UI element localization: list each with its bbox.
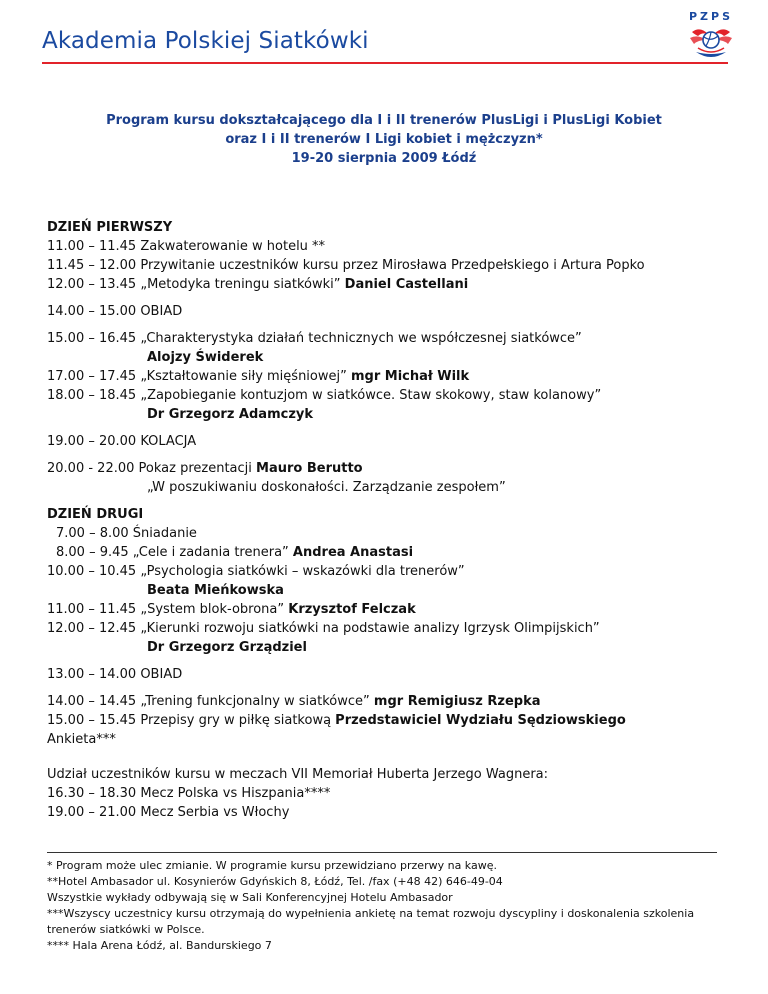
schedule-item: 10.00 – 10.45 „Psychologia siatkówki – wskazówki dla trenerów”	[47, 564, 465, 579]
schedule-item: 12.00 – 12.45 „Kierunki rozwoju siatkówki na podstawie analizy Igrzysk Olimpijskich”	[47, 621, 600, 636]
header-title: Akademia Polskiej Siatkówki	[42, 28, 369, 54]
speaker-name: Dr Grzegorz Adamczyk	[147, 407, 314, 422]
item-text: 15.00 – 15.45 Przepisy gry w piłkę siatkową	[47, 713, 336, 728]
schedule	[47, 218, 737, 822]
schedule-item	[47, 692, 737, 711]
speaker-name: Przedstawiciel Wydziału Sędziowskiego	[335, 713, 626, 728]
match-item: 16.30 – 18.30 Mecz Polska vs Hiszpania****	[47, 786, 331, 801]
item-text: 11.00 – 11.45 „System blok-obrona”	[47, 602, 289, 617]
footnote: **Hotel Ambasador ul. Kosynierów Gdyńskich 8, Łódź, Tel. /fax (+48 42) 646-49-04	[47, 875, 503, 888]
footnote: trenerów siatkówki w Polsce.	[47, 923, 205, 936]
speaker-name: Krzysztof Felczak	[288, 602, 416, 617]
footnote: ***Wszyscy uczestnicy kursu otrzymają do wypełnienia ankietę na temat rozwoju dyscypliny i doskonalenia szkolenia	[47, 907, 695, 920]
schedule-item: 11.45 – 12.00 Przywitanie uczestników kursu przez Mirosława Przedpełskiego i Artura Popko	[47, 258, 645, 273]
schedule-item: 11.00 – 11.45 Zakwaterowanie w hotelu **	[47, 239, 326, 254]
match-item: 19.00 – 21.00 Mecz Serbia vs Włochy	[47, 805, 290, 820]
presentation-subtitle: „W poszukiwaniu doskonałości. Zarządzanie zespołem”	[147, 480, 506, 495]
day2-heading: DZIEŃ DRUGI	[47, 507, 144, 522]
schedule-item: Ankieta***	[47, 732, 116, 747]
schedule-item	[47, 367, 737, 386]
speaker-name: Daniel Castellani	[344, 277, 469, 292]
schedule-item: 14.00 – 15.00 OBIAD	[47, 304, 183, 319]
speaker-name: mgr Michał Wilk	[350, 369, 470, 384]
speaker-name: Mauro Berutto	[256, 461, 363, 476]
logo-text: PZPS	[688, 10, 734, 23]
schedule-item: 18.00 – 18.45 „Zapobieganie kontuzjom w siatkówce. Staw skokowy, staw kolanowy”	[47, 388, 602, 403]
title-line-1: Program kursu dokształcającego dla I i II trenerów PlusLigi i PlusLigi Kobiet	[106, 113, 662, 128]
footnote: * Program może ulec zmianie. W programie kursu przewidziano przerwy na kawę.	[47, 859, 497, 872]
title-line-2: oraz I i II trenerów I Ligi kobiet i mężczyzn*	[225, 132, 543, 147]
item-text: 12.00 – 13.45 „Metodyka treningu siatkówki”	[47, 277, 345, 292]
schedule-item: 13.00 – 14.00 OBIAD	[47, 667, 183, 682]
volleyball-eagle-icon	[688, 22, 734, 60]
schedule-item	[47, 459, 737, 478]
schedule-item	[47, 275, 737, 294]
item-text: 20.00 - 22.00 Pokaz prezentacji	[47, 461, 257, 476]
speaker-name: mgr Remigiusz Rzepka	[373, 694, 541, 709]
speaker-name: Andrea Anastasi	[292, 545, 414, 560]
speaker-name: Beata Mieńkowska	[147, 583, 284, 598]
schedule-item: 7.00 – 8.00 Śniadanie	[56, 526, 197, 541]
footnote-divider	[47, 852, 717, 853]
footnotes	[47, 858, 727, 954]
page-header	[42, 0, 734, 64]
item-text: 14.00 – 14.45 „Trening funkcjonalny w siatkówce”	[47, 694, 374, 709]
speaker-name: Alojzy Świderek	[147, 350, 264, 365]
title-line-3: 19-20 sierpnia 2009 Łódź	[291, 151, 477, 166]
footnote: **** Hala Arena Łódź, al. Bandurskiego 7	[47, 939, 272, 952]
schedule-item: 19.00 – 20.00 KOLACJA	[47, 434, 197, 449]
program-title	[40, 111, 728, 168]
schedule-item: 15.00 – 16.45 „Charakterystyka działań technicznych we współczesnej siatkówce”	[47, 331, 582, 346]
item-text: 8.00 – 9.45 „Cele i zadania trenera”	[56, 545, 293, 560]
item-text: 17.00 – 17.45 „Kształtowanie siły mięśniowej”	[47, 369, 351, 384]
schedule-item	[47, 711, 737, 730]
day1-heading: DZIEŃ PIERWSZY	[47, 220, 173, 235]
matches-intro: Udział uczestników kursu w meczach VII Memoriał Huberta Jerzego Wagnera:	[47, 767, 549, 782]
speaker-name: Dr Grzegorz Grządziel	[147, 640, 307, 655]
footnote: Wszystkie wykłady odbywają się w Sali Konferencyjnej Hotelu Ambasador	[47, 891, 453, 904]
pzps-logo	[682, 10, 740, 60]
schedule-item	[47, 600, 737, 619]
schedule-item	[47, 543, 737, 562]
